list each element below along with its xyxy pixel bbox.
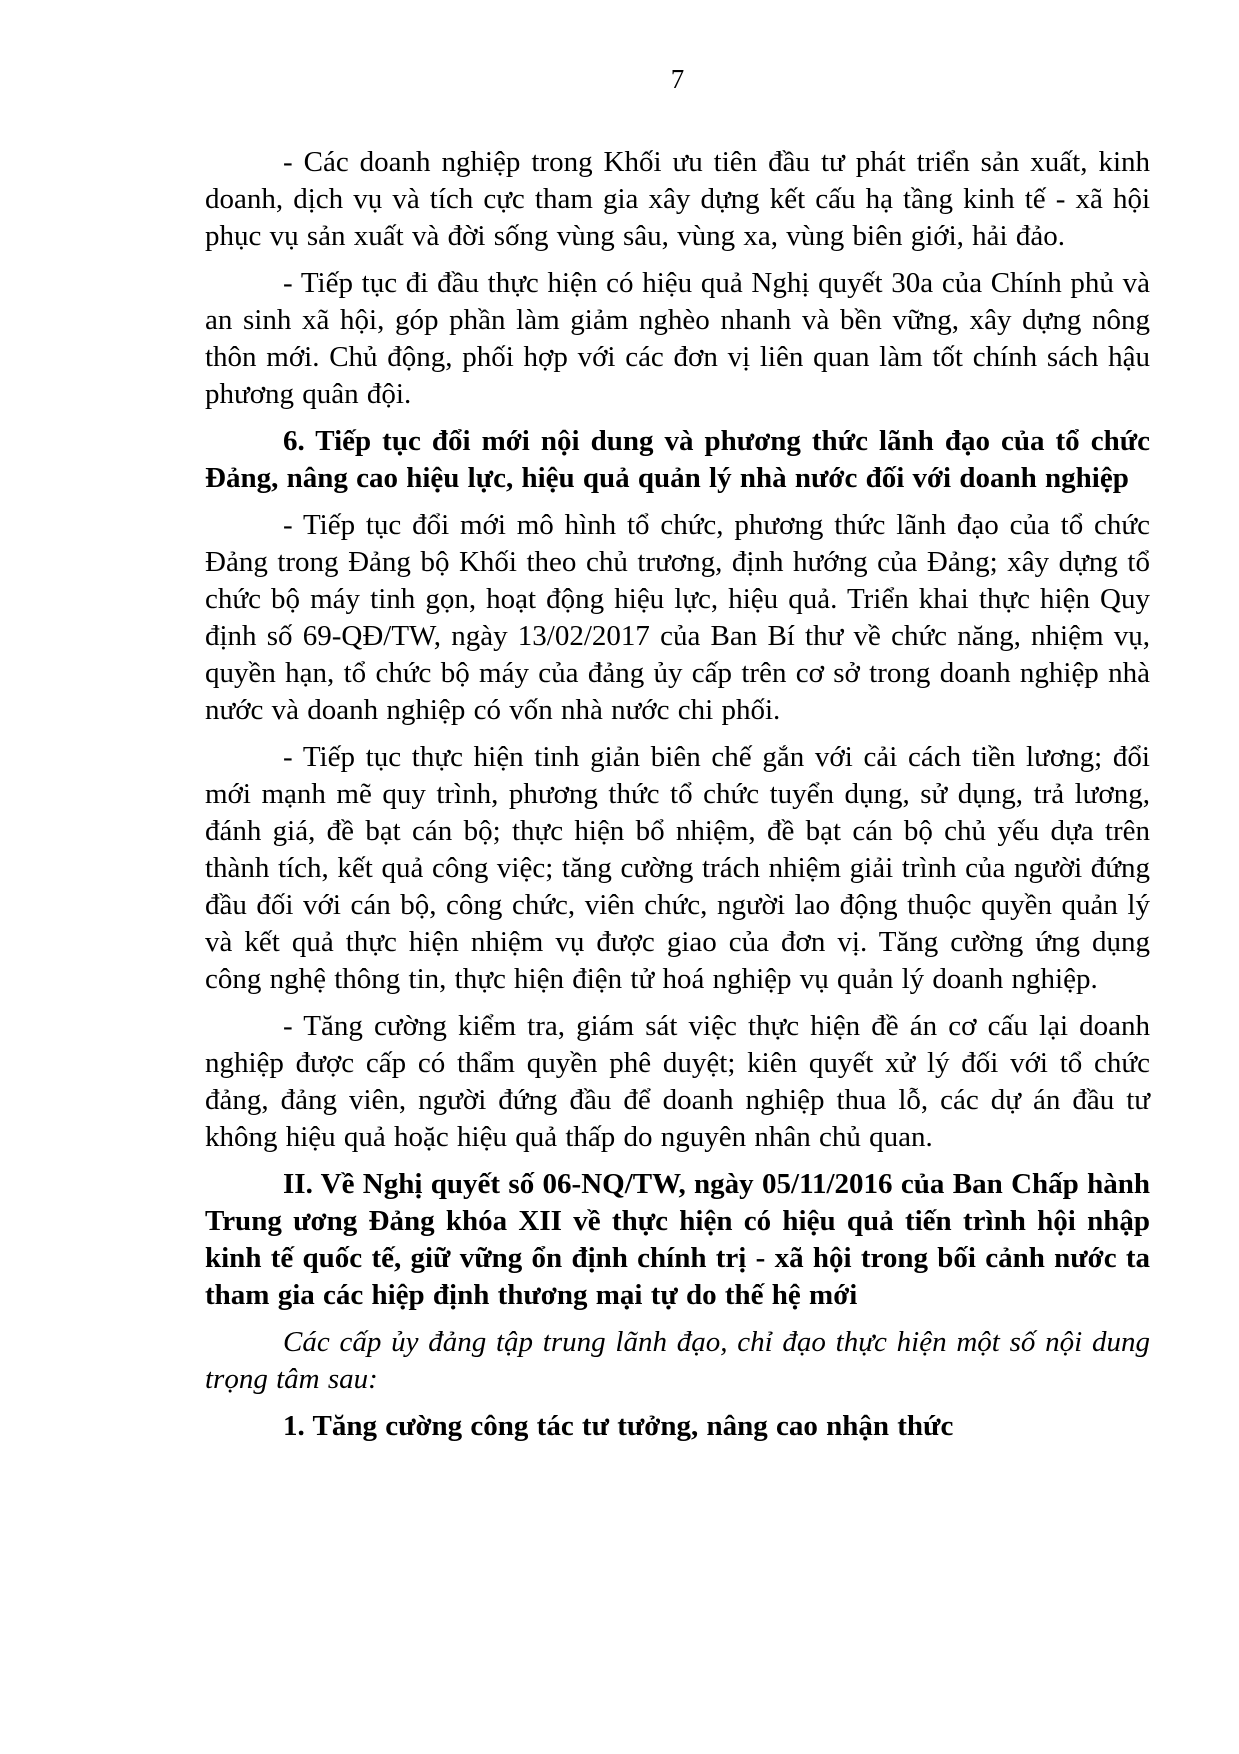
page-number: 7 bbox=[670, 64, 685, 94]
paragraph-nghi-quyet-30a: - Tiếp tục đi đầu thực hiện có hiệu quả Nghị quyết 30a của Chính phủ và an sinh xã hội, góp phần làm giảm nghèo nhanh và bền vững, xây dựng nông thôn mới. Chủ động, phối hợp với các đơn vị liên quan làm tốt chính sách hậu phương quân đội. bbox=[205, 267, 1150, 410]
paragraph-tinh-gian-bien-che: - Tiếp tục thực hiện tinh giản biên chế gắn với cải cách tiền lương; đổi mới mạnh mẽ quy trình, phương thức tổ chức tuyển dụng, sử dụng, trả lương, đánh giá, đề bạt cán bộ; thực hiện bổ nhiệm, đề bạt cán bộ chủ yếu dựa trên thành tích, kết quả công việc; tăng cường trách nhiệm giải trình của người đứng đầu đối với cán bộ, công chức, viên chức, người lao động thuộc quyền quản lý và kết quả thực hiện nhiệm vụ được giao của đơn vị. Tăng cường ứng dụng công nghệ thông tin, thực hiện điện tử hoá nghiệp vụ quản lý doanh nghiệp. bbox=[205, 741, 1150, 995]
paragraph-kiem-tra-giam-sat: - Tăng cường kiểm tra, giám sát việc thực hiện đề án cơ cấu lại doanh nghiệp được cấp có thẩm quyền phê duyệt; kiên quyết xử lý đối với tổ chức đảng, đảng viên, người đứng đầu để doanh nghiệp thua lỗ, các dự án đầu tư không hiệu quả hoặc hiệu quả thấp do nguyên nhân chủ quan. bbox=[205, 1010, 1150, 1153]
paragraph-doi-moi-mo-hinh: - Tiếp tục đổi mới mô hình tổ chức, phương thức lãnh đạo của tổ chức Đảng trong Đảng bộ Khối theo chủ trương, định hướng của Đảng; xây dựng tổ chức bộ máy tinh gọn, hoạt động hiệu lực, hiệu quả. Triển khai thực hiện Quy định số 69-QĐ/TW, ngày 13/02/2017 của Ban Bí thư về chức năng, nhiệm vụ, quyền hạn, tổ chức bộ máy của đảng ủy cấp trên cơ sở trong doanh nghiệp nhà nước và doanh nghiệp có vốn nhà nước chi phối. bbox=[205, 509, 1150, 726]
document-body bbox=[205, 144, 1150, 1445]
heading-section-1: 1. Tăng cường công tác tư tưởng, nâng cao nhận thức bbox=[283, 1410, 954, 1442]
paragraph-cap-uy-dang-intro: Các cấp ủy đảng tập trung lãnh đạo, chỉ đạo thực hiện một số nội dung trọng tâm sau: bbox=[205, 1326, 1150, 1395]
paragraph-doanh-nghiep-khoi: - Các doanh nghiệp trong Khối ưu tiên đầu tư phát triển sản xuất, kinh doanh, dịch vụ và tích cực tham gia xây dựng kết cấu hạ tầng kinh tế - xã hội phục vụ sản xuất và đời sống vùng sâu, vùng xa, vùng biên giới, hải đảo. bbox=[205, 146, 1150, 252]
heading-section-ii: II. Về Nghị quyết số 06-NQ/TW, ngày 05/11/2016 của Ban Chấp hành Trung ương Đảng khóa XII về thực hiện có hiệu quả tiến trình hội nhập kinh tế quốc tế, giữ vững ổn định chính trị - xã hội trong bối cảnh nước ta tham gia các hiệp định thương mại tự do thế hệ mới bbox=[205, 1168, 1150, 1311]
heading-section-6: 6. Tiếp tục đổi mới nội dung và phương thức lãnh đạo của tổ chức Đảng, nâng cao hiệu lực, hiệu quả quản lý nhà nước đối với doanh nghiệp bbox=[205, 425, 1150, 494]
